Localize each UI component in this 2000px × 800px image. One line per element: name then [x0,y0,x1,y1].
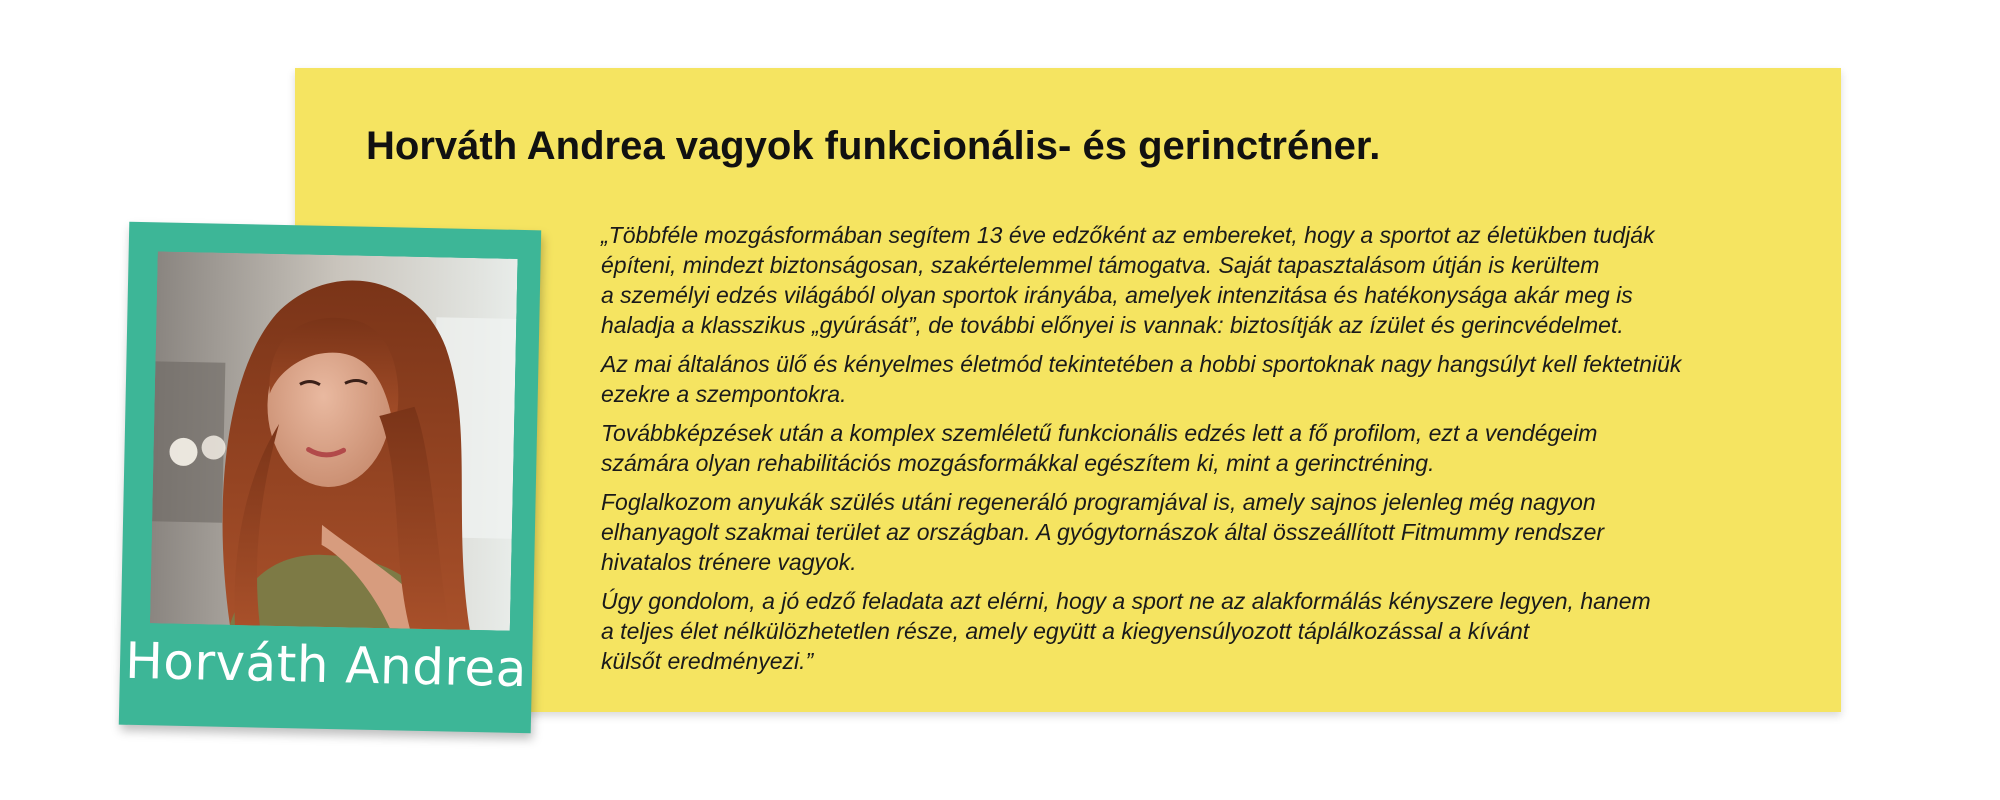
bio-line: építeni, mindezt biztonságosan, szakértelemmel támogatva. Saját tapasztalásom útján is kerültem [601,252,1600,278]
portrait-photo-icon [150,251,518,630]
bio-line: Foglalkozom anyukák szülés utáni regeneráló programjával is, amely sajnos jelenleg még nagyon [601,489,1596,515]
profile-photo-frame [119,222,541,734]
bio-text [601,220,1801,685]
bio-paragraph [601,349,1801,409]
bio-line: hivatalos trénere vagyok. [601,549,857,575]
bio-paragraph [601,487,1801,577]
bio-line: ezekre a szempontokra. [601,381,847,407]
bio-line: külsőt eredményezi.” [601,648,814,674]
bio-line: elhanyagolt szakmai terület az országban. A gyógytornászok által összeállított Fitmummy rendszer [601,519,1605,545]
bio-line: Úgy gondolom, a jó edző feladata azt elérni, hogy a sport ne az alakformálás kényszere legyen, hanem [601,588,1651,614]
bio-line: számára olyan rehabilitációs mozgásformákkal egészítem ki, mint a gerinctréning. [601,450,1435,476]
bio-line: Továbbképzések után a komplex szemléletű funkcionális edzés lett a fő profilom, ezt a vendégeim [601,420,1598,446]
bio-paragraph [601,586,1801,676]
bio-line: a teljes élet nélkülözhetetlen része, amely együtt a kiegyensúlyozott táplálkozással a kívánt [601,618,1530,644]
bio-line: „Többféle mozgásformában segítem 13 éve edzőként az embereket, hogy a sportot az életükben tudják [601,222,1655,248]
bio-paragraph [601,220,1801,340]
name-caption: Horváth Andrea [124,631,528,699]
bio-line: Az mai általános ülő és kényelmes életmód tekintetében a hobbi sportoknak nagy hangsúlyt kell fektetniük [601,351,1682,377]
bio-paragraph [601,418,1801,478]
bio-line: a személyi edzés világából olyan sportok irányába, amelyek intenzitása és hatékonysága akár meg is [601,282,1633,308]
bio-line: haladja a klasszikus „gyúrását”, de további előnyei is vannak: biztosítják az ízület és gerincvédelmet. [601,312,1624,338]
page-heading: Horváth Andrea vagyok funkcionális- és gerinctréner. [366,124,1381,168]
